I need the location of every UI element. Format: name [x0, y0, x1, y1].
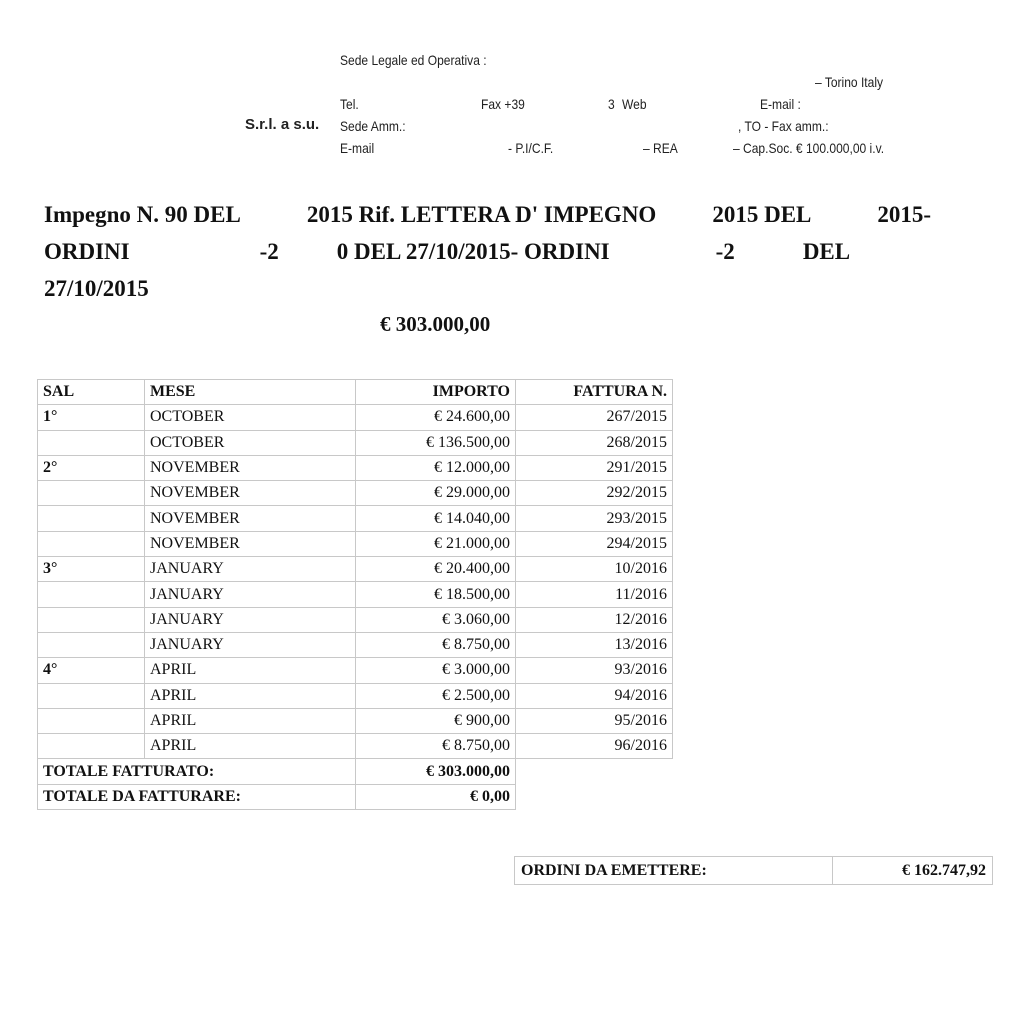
cell-importo: € 20.400,00 [356, 557, 516, 582]
cell-mese: NOVEMBER [145, 455, 356, 480]
table-row [38, 658, 673, 683]
cell-fattura: 12/2016 [516, 607, 673, 632]
cell-mese: APRIL [145, 734, 356, 759]
total-amount: € 303.000,00 [380, 312, 491, 336]
cell-sal [38, 582, 145, 607]
title-line2-b: -2 [259, 239, 279, 264]
cell-sal: 2° [38, 455, 145, 480]
title-line2-a: ORDINI [44, 239, 130, 264]
cell-fattura: 291/2015 [516, 455, 673, 480]
ordini-table [514, 856, 993, 885]
cell-sal [38, 632, 145, 657]
cell-fattura: 13/2016 [516, 632, 673, 657]
company-suffix: S.r.l. a s.u. [245, 116, 320, 133]
cell-sal [38, 708, 145, 733]
cell-fattura: 94/2016 [516, 683, 673, 708]
header-importo: IMPORTO [356, 380, 516, 405]
table-row [38, 430, 673, 455]
title-line1-d: 2015- [877, 202, 932, 227]
cell-sal [38, 683, 145, 708]
cell-sal [38, 734, 145, 759]
cell-mese: JANUARY [145, 557, 356, 582]
cell-sal [38, 430, 145, 455]
cell-importo: € 21.000,00 [356, 531, 516, 556]
email-label: E-mail [340, 140, 375, 156]
table-row [38, 582, 673, 607]
cell-sal [38, 481, 145, 506]
fax-label: Fax +39 [481, 96, 525, 112]
title-line1-b: 2015 Rif. LETTERA D' IMPEGNO [306, 202, 657, 227]
table-row [38, 531, 673, 556]
cell-importo: € 8.750,00 [356, 734, 516, 759]
rea-label: – REA [643, 140, 678, 156]
cell-sal [38, 531, 145, 556]
cell-mese: NOVEMBER [145, 481, 356, 506]
cell-sal: 1° [38, 405, 145, 430]
cell-sal: 3° [38, 557, 145, 582]
cell-mese: OCTOBER [145, 405, 356, 430]
ordini-value: € 162.747,92 [833, 857, 993, 885]
table-row [38, 557, 673, 582]
cell-importo: € 8.750,00 [356, 632, 516, 657]
header-fattura: FATTURA N. [516, 380, 673, 405]
sede-amm-label: Sede Amm.: [340, 118, 406, 134]
cell-sal: 4° [38, 658, 145, 683]
capsoc-label: – Cap.Soc. € 100.000,00 i.v. [733, 140, 885, 156]
totale-fatturato-value: € 303.000,00 [356, 759, 516, 784]
table-row [38, 405, 673, 430]
title-line2-c: 0 DEL 27/10/2015- ORDINI [336, 239, 610, 264]
cell-mese: JANUARY [145, 632, 356, 657]
sede-label: Sede Legale ed Operativa : [340, 52, 487, 68]
title-line1-a: Impegno N. 90 DEL [44, 202, 241, 227]
cell-importo: € 3.060,00 [356, 607, 516, 632]
cell-mese: JANUARY [145, 582, 356, 607]
cell-importo: € 24.600,00 [356, 405, 516, 430]
table-header-row [38, 380, 673, 405]
ordini-row [515, 857, 993, 885]
cell-fattura: 294/2015 [516, 531, 673, 556]
table-row [38, 632, 673, 657]
tel-label: Tel. [340, 96, 359, 112]
cell-importo: € 18.500,00 [356, 582, 516, 607]
title-line1-c: 2015 DEL [712, 202, 812, 227]
cell-importo: € 900,00 [356, 708, 516, 733]
cell-sal [38, 506, 145, 531]
cell-sal [38, 607, 145, 632]
cell-fattura: 95/2016 [516, 708, 673, 733]
empty-cell [516, 784, 673, 809]
table-row [38, 455, 673, 480]
table-row [38, 708, 673, 733]
totale-da-fatturare-row [38, 784, 673, 809]
cell-fattura: 11/2016 [516, 582, 673, 607]
table-row [38, 481, 673, 506]
cell-fattura: 96/2016 [516, 734, 673, 759]
cell-mese: APRIL [145, 658, 356, 683]
header-sal: SAL [38, 380, 145, 405]
cell-fattura: 10/2016 [516, 557, 673, 582]
fax-amm-label: , TO - Fax amm.: [738, 118, 829, 134]
fax-tail: 3 [608, 96, 615, 112]
empty-cell [516, 759, 673, 784]
piva-label: - P.I/C.F. [508, 140, 554, 156]
cell-fattura: 268/2015 [516, 430, 673, 455]
cell-mese: APRIL [145, 708, 356, 733]
cell-fattura: 267/2015 [516, 405, 673, 430]
cell-mese: APRIL [145, 683, 356, 708]
totale-fatturato-row [38, 759, 673, 784]
document-title [44, 196, 994, 307]
totale-da-fatturare-label: TOTALE DA FATTURARE: [38, 784, 356, 809]
totale-da-fatturare-value: € 0,00 [356, 784, 516, 809]
cell-mese: JANUARY [145, 607, 356, 632]
cell-importo: € 12.000,00 [356, 455, 516, 480]
cell-importo: € 3.000,00 [356, 658, 516, 683]
city-text: – Torino Italy [815, 74, 884, 90]
sal-table [37, 379, 673, 810]
ordini-label: ORDINI DA EMETTERE: [515, 857, 833, 885]
title-line2-e: DEL [802, 239, 851, 264]
cell-mese: NOVEMBER [145, 531, 356, 556]
table-row [38, 506, 673, 531]
table-row [38, 607, 673, 632]
cell-fattura: 293/2015 [516, 506, 673, 531]
cell-fattura: 93/2016 [516, 658, 673, 683]
cell-fattura: 292/2015 [516, 481, 673, 506]
table-row [38, 734, 673, 759]
title-line3: 27/10/2015 [44, 276, 149, 301]
totale-fatturato-label: TOTALE FATTURATO: [38, 759, 356, 784]
cell-importo: € 136.500,00 [356, 430, 516, 455]
header-mese: MESE [145, 380, 356, 405]
title-line2-d: -2 [715, 239, 735, 264]
cell-importo: € 29.000,00 [356, 481, 516, 506]
table-row [38, 683, 673, 708]
cell-importo: € 2.500,00 [356, 683, 516, 708]
cell-mese: NOVEMBER [145, 506, 356, 531]
cell-mese: OCTOBER [145, 430, 356, 455]
web-label: Web [622, 96, 647, 112]
email-label-right: E-mail : [760, 96, 801, 112]
cell-importo: € 14.040,00 [356, 506, 516, 531]
